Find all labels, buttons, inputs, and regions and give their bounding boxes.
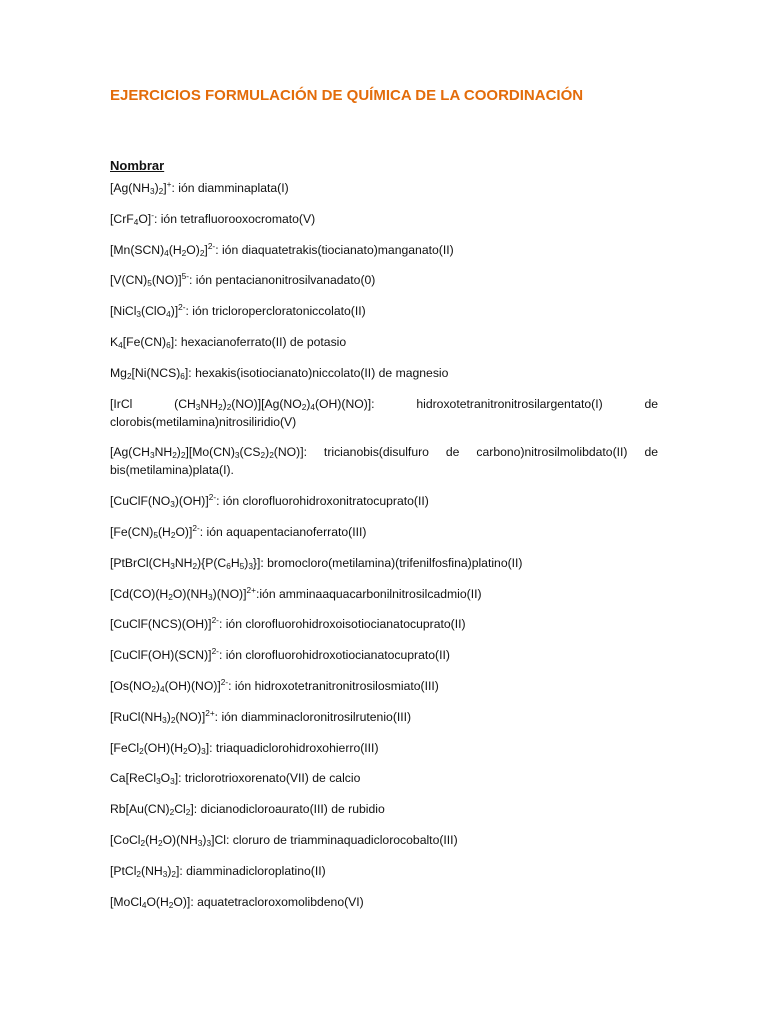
formula-entry: $[MoCl_4O(H_2O)]$: aquatetracloroxomolibdeno(VI) bbox=[110, 894, 364, 910]
formula-entry: [IrCl $(CH_3NH_2)_2(NO)][Ag(NO_2)_4(OH)(NO)]$: hidroxotetranitronitrosilargentato(I) de clorobis(metilamina)nitrosiliridio(V) bbox=[110, 396, 658, 429]
document-page bbox=[110, 86, 658, 923]
formula-entry: $[Ag(NH_3)_2]^+$: ión diamminaplata(I) bbox=[110, 179, 289, 197]
formula-entry: $[FeCl_2(OH)(H_2O)_3]$: triaquadiclorohidroxohierro(III) bbox=[110, 740, 379, 756]
formula-entry: $Rb[Au(CN)_2Cl_2]$: dicianodicloroaurato(III) de rubidio bbox=[110, 802, 385, 818]
formula-entry: $[PtCl_2(NH_3)_2]$: diamminadicloroplatino(II) bbox=[110, 863, 326, 879]
formula-entry: [CuClF(OH)(SCN)]$^{2-}$: ión clorofluorohidroxotiocianatocuprato(II) bbox=[110, 646, 450, 663]
formula-entry: $K_4[Fe(CN)_6]$: hexacianoferrato(II) de potasio bbox=[110, 334, 347, 351]
formula-entry: $[RuCl(NH_3)_2(NO)]^{2+}$: ión diamminacloronitrosilrutenio(III) bbox=[110, 707, 412, 725]
formula-entry: $Mg_2[Ni(NCS)_6]$: hexakis(isotiocianato)niccolato(II) de magnesio bbox=[110, 365, 449, 381]
formula-entry: $[Fe(CN)_5(H_2O)]^{2-}$: ión aquapentacianoferrato(III) bbox=[110, 523, 367, 541]
section-heading: Nombrar bbox=[110, 158, 165, 173]
formula-entry: $[Cd(CO)(H_2O)(NH_3)(NO)]^{2+}:ión$ amminaaquacarbonilnitrosilcadmio(II) bbox=[110, 584, 482, 602]
formula-entry: $[CuClF(NO_3)(OH)]^{2-}$: ión clorofluorohidroxonitratocuprato(II) bbox=[110, 492, 429, 510]
formula-entry: $[CoCl_2(H_2O)(NH_3)_3]Cl$: cloruro de triamminaquadiclorocobalto(III) bbox=[110, 832, 458, 848]
formula-entry: $[PtBrCl(CH_3NH_2)\{P(C_6H_5)_3\}]$: bromocloro(metilamina)(trifenilfosfina)platino(II) bbox=[110, 555, 523, 571]
entry-list bbox=[110, 179, 658, 911]
formula-entry: $Ca[ReCl_3O_3]$: triclorotrioxorenato(VII) de calcio bbox=[110, 771, 361, 787]
formula-entry: $[Os(NO_2)_4(OH)(NO)]^{2-}$: ión hidroxotetranitronitrosilosmiato(III) bbox=[110, 676, 439, 695]
formula-entry: [NiCl$_3$(ClO$_4$)]$^{2-}$: ión tricloropercloratoniccolato(II) bbox=[110, 302, 366, 320]
formula-entry: $[V(CN)_5(NO)]^{5-}$: ión pentacianonitrosilvanadato(0) bbox=[110, 271, 376, 289]
page-title: EJERCICIOS FORMULACIÓN DE QUÍMICA DE LA COORDINACIÓN bbox=[110, 87, 584, 104]
formula-entry: [CuClF(NCS)(OH)]$^{2-}$: ión clorofluorohidroxoisotiocianatocuprato(II) bbox=[110, 615, 466, 632]
formula-entry: $[Mn(SCN)_4(H_2O)_2]^{2-}$: ión diaquatetrakis(tiocianato)manganato(II) bbox=[110, 240, 454, 258]
formula-entry: $[Ag(CH_3NH_2)_2][Mo(CN)_3(CS_2)_2(NO)]$: tricianobis(disulfuro de carbono)nitrosilmolibdato(II) de bis(metilamina)plata(I). bbox=[110, 445, 658, 478]
formula-entry: [CrF$_4$O]-: ión tetrafluorooxocromato(V) bbox=[110, 209, 316, 227]
